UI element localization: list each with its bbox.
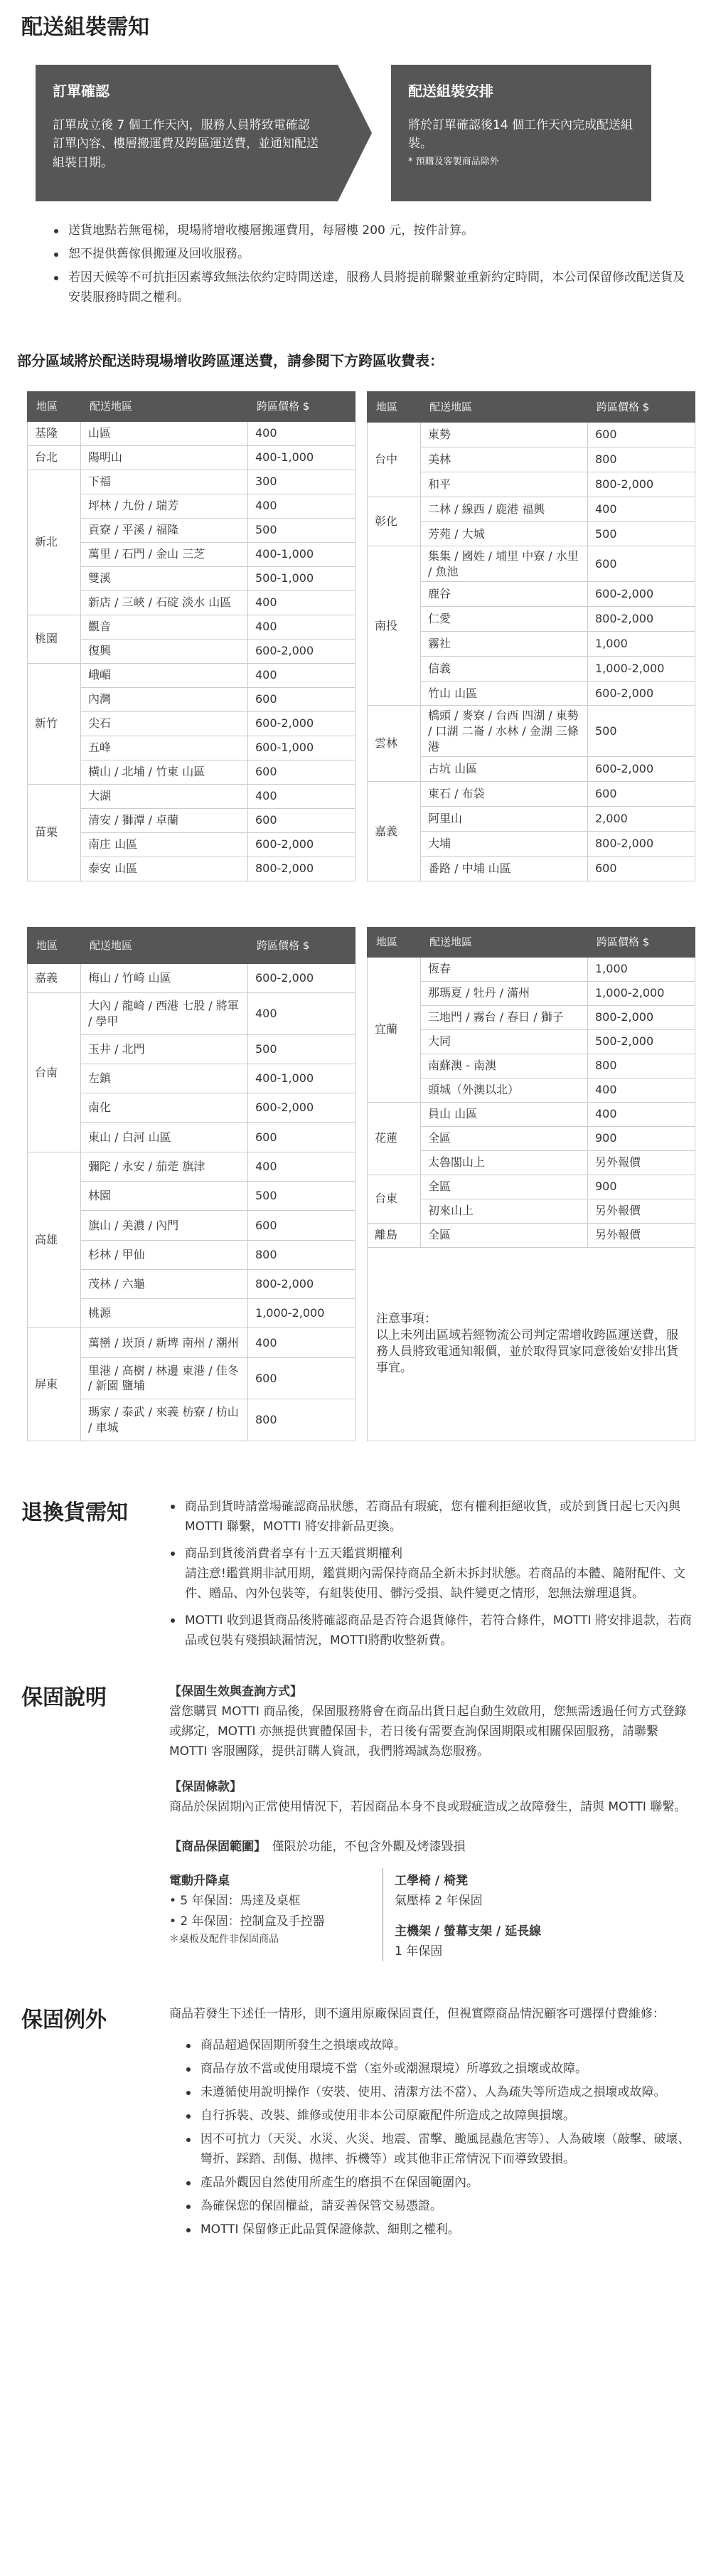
fee-tables-1 [27,391,695,881]
table-row [368,1102,695,1126]
list-item: 為確保您的保固權益，請妥善保管交易憑證。 [185,2197,697,2216]
zone-cell: 東勢 [421,422,588,447]
warranty-item-title: 工學椅 / 椅凳 [395,1874,469,1889]
price-cell: 400 [248,590,356,615]
area-cell: 宜蘭 [368,957,421,1102]
area-cell: 台東 [368,1175,421,1223]
price-cell: 400-1,000 [248,1064,356,1093]
list-item: 恕不提供舊傢俱搬運及回收服務。 [53,245,694,264]
list-item: MOTTI 保留修正此品質保證條款、細則之權利。 [185,2220,697,2240]
price-cell: 400 [248,1152,356,1181]
price-cell: 400-1,000 [248,542,356,566]
price-cell: 600 [588,422,695,447]
list-item: 送貨地點若無電梯，現場將增收樓層搬運費用，每層樓 200 元，按件計算。 [53,221,694,240]
zone-cell: 雙溪 [81,566,248,590]
area-cell: 新竹 [28,663,81,784]
zone-cell: 復興 [81,639,248,663]
arrow-right-icon [338,65,372,201]
step-text: 將於訂單確認後14 個工作天內完成配送組裝。 [408,118,634,152]
area-cell: 桃園 [28,615,81,663]
table-header-row [28,927,356,963]
table-row [28,993,356,1035]
returns-section [17,1497,694,1658]
zone-cell: 林園 [81,1181,248,1210]
zone-cell: 桃源 [81,1299,248,1328]
zone-cell: 集集 / 國姓 / 埔里 中寮 / 水里 / 魚池 [421,546,588,581]
warranty-item: 氣壓棒 2 年保固 [395,1894,483,1909]
price-cell: 1,000 [588,631,695,656]
step-text: 訂單成立後 7 個工作天內，服務人員將致電確認訂單內容、樓層搬運費及跨區運送費，並通知配送組裝日期。 [53,118,319,170]
zone-cell: 萬里 / 石門 / 金山 三芝 [81,542,248,566]
zone-cell: 坪林 / 九份 / 瑞芳 [81,494,248,518]
warranty-columns [169,1868,694,1961]
warranty-item: 1 年保固 [395,1944,443,1958]
column-header-price: 跨區價格 $ [248,927,356,963]
zone-cell: 三地門 / 霧台 / 春日 / 獅子 [421,1005,588,1029]
price-cell: 600-2,000 [248,832,356,857]
price-cell: 600 [248,687,356,711]
price-cell: 600-2,000 [248,711,356,736]
price-cell: 1,000 [588,957,695,981]
price-cell: 600 [248,808,356,832]
exceptions-intro: 商品若發生下述任一情形，則不適用原廠保固責任，但視實際商品情況顧客可選擇付費維修： [169,2006,665,2021]
column-header-zone: 配送地區 [81,391,248,421]
price-cell: 600 [588,546,695,581]
area-cell: 基隆 [28,421,81,445]
column-header-zone: 配送地區 [81,927,248,963]
fee-tables-2 [27,927,695,1441]
column-header-price: 跨區價格 $ [588,927,695,957]
price-cell: 另外報價 [588,1199,695,1223]
column-header-area: 地區 [368,391,421,422]
zone-cell: 東山 / 白河 山區 [81,1123,248,1152]
zone-cell: 大內 / 龍崎 / 西港 七股 / 將軍 / 學甲 [81,993,248,1035]
price-cell: 800 [248,1240,356,1269]
table-row [28,1152,356,1181]
price-cell: 400-1,000 [248,445,356,470]
zone-cell: 萬巒 / 崁頂 / 新埤 南州 / 潮州 [81,1328,248,1357]
price-cell: 500 [588,706,695,757]
zone-cell: 和平 [421,472,588,497]
list-item: MOTTI 收到退貨商品後將確認商品是否符合退貨條件，若符合條件，MOTTI 將安排退款，若商品或包裝有殘損缺漏情況，MOTTI將酌收整新費。 [169,1611,694,1650]
area-cell: 高雄 [28,1152,81,1328]
list-item: 商品到貨時請當場確認商品狀態，若商品有瑕疵，您有權利拒絕收貨，或於到貨日起七天內與 MOTTI 聯繫，MOTTI 將安排新品更換。 [169,1497,694,1537]
price-cell: 2,000 [588,806,695,831]
price-cell: 1,000-2,000 [588,656,695,681]
area-cell: 雲林 [368,706,421,782]
column-header-zone: 配送地區 [421,391,588,422]
price-cell: 400 [248,663,356,687]
table-row [368,546,695,581]
list-item [169,1544,694,1604]
column-header-area: 地區 [28,391,81,421]
area-cell: 台北 [28,445,81,470]
fee-table [27,927,356,1441]
zone-cell: 貢寮 / 平溪 / 福隆 [81,518,248,542]
fee-heading: 部分區域將於配送時現場增收跨區運送費，請參閱下方跨區收費表： [17,351,444,369]
zone-cell: 橋頭 / 麥寮 / 台西 四湖 / 東勢 / 口湖 二崙 / 水林 / 金湖 三條港 [421,706,588,757]
zone-cell: 全區 [421,1223,588,1247]
zone-cell: 瑪家 / 泰武 / 來義 枋寮 / 枋山 / 車城 [81,1399,248,1441]
table-row [368,957,695,981]
price-cell: 800-2,000 [248,1269,356,1298]
warranty-heading: 保固說明 [21,1685,107,1711]
exceptions-heading: 保固例外 [21,2007,107,2032]
zone-cell: 觀音 [81,615,248,639]
price-cell: 800-2,000 [588,472,695,497]
price-cell: 800 [248,1399,356,1441]
step-note: * 預購及客製商品除外 [408,156,499,167]
table-row [368,422,695,447]
step-title: 配送組裝安排 [408,83,493,100]
price-cell: 400 [248,784,356,808]
warranty-subtitle: 【保固生效與查詢方式】 [169,1685,302,1700]
zone-cell: 全區 [421,1175,588,1199]
fee-note [368,1247,695,1441]
warranty-item-note: ＊桌板及配件非保固商品 [169,1933,279,1945]
column-header-area: 地區 [28,927,81,963]
zone-cell: 玉井 / 北門 [81,1034,248,1064]
warranty-subtitle: 【保固條款】 [169,1780,242,1795]
price-cell: 另外報價 [588,1150,695,1175]
fee-table [367,391,695,881]
area-cell: 苗栗 [28,784,81,881]
delivery-notes [53,221,694,307]
warranty-scope-note: 僅限於功能，不包含外觀及烤漆毀損 [272,1840,466,1855]
price-cell: 500 [248,1181,356,1210]
zone-cell: 梅山 / 竹崎 山區 [81,963,248,992]
price-cell: 600-2,000 [248,1093,356,1123]
zone-cell: 山區 [81,421,248,445]
price-cell: 800-2,000 [588,1005,695,1029]
zone-cell: 仁愛 [421,606,588,631]
table-row [368,497,695,521]
zone-cell: 東石 / 布袋 [421,781,588,806]
price-cell: 600 [248,760,356,784]
price-cell: 600 [248,1123,356,1152]
zone-cell: 大湖 [81,784,248,808]
zone-cell: 信義 [421,656,588,681]
zone-cell: 茂林 / 六龜 [81,1269,248,1298]
table-header-row [368,927,695,957]
zone-cell: 南化 [81,1093,248,1123]
table-row [28,615,356,639]
price-cell: 500-1,000 [248,566,356,590]
table-row [28,421,356,445]
note-row [368,1247,695,1441]
list-item: 若因天候等不可抗拒因素導致無法依約定時間送達，服務人員將提前聯繫並重新約定時間，本公司保留修改配送貨及安裝服務時間之權利。 [53,268,694,307]
table-row [368,1175,695,1199]
column-header-price: 跨區價格 $ [248,391,356,421]
list-item: 因不可抗力（天災、水災、火災、地震、雷擊、颱風昆蟲危害等）、人為破壞（敲擊、破壞、彎折、踩踏、刮傷、拋摔、拆機等）或其他非正常情況下而導致毀損。 [185,2130,697,2168]
fee-table [367,927,695,1441]
price-cell: 400 [588,1102,695,1126]
warranty-item: • 2 年保固：控制盒及手控器 [169,1914,325,1929]
price-cell: 600-2,000 [588,681,695,706]
table-row [28,470,356,494]
fee-note-title: 注意事項： [376,1312,437,1327]
area-cell: 台中 [368,422,421,497]
zone-cell: 旗山 / 美濃 / 內門 [81,1211,248,1240]
area-cell: 台南 [28,993,81,1152]
zone-cell: 陽明山 [81,445,248,470]
price-cell: 400 [248,494,356,518]
price-cell: 600-1,000 [248,736,356,760]
zone-cell: 恆春 [421,957,588,981]
price-cell: 800 [588,447,695,472]
table-row [28,663,356,687]
step-order-confirm [36,65,338,201]
price-cell: 500 [248,1034,356,1064]
area-cell: 屏東 [28,1328,81,1441]
warranty-item: • 5 年保固：馬達及桌框 [169,1894,301,1909]
area-cell: 嘉義 [28,963,81,992]
step-delivery-arrange [391,65,651,201]
zone-cell: 南蘇澳 - 南澳 [421,1054,588,1078]
list-item: 未遵循使用說明操作（安裝、使用、清潔方法不當）、人為疏失等所造成之損壞或故障。 [185,2083,697,2102]
list-item: 商品存放不當或使用環境不當（室外或潮濕環境）所導致之損壞或故障。 [185,2060,697,2079]
price-cell: 600 [248,1357,356,1399]
zone-cell: 左鎮 [81,1064,248,1093]
zone-cell: 南庄 山區 [81,832,248,857]
zone-cell: 清安 / 獅潭 / 卓蘭 [81,808,248,832]
price-cell: 800-2,000 [248,857,356,881]
list-item-detail: 請注意!鑑賞期非試用期，鑑賞期內需保持商品全新未拆封狀態。若商品的本體、隨附配件、文件、贈品、內外包裝等，有組裝使用、髒污受損、缺件變更之情形，恕無法辦理退貨。 [185,1566,685,1601]
price-cell: 400 [248,1328,356,1357]
area-cell: 新北 [28,470,81,615]
price-cell: 300 [248,470,356,494]
zone-cell: 頭城（外澳以北） [421,1078,588,1102]
price-cell: 400 [588,497,695,521]
list-item: 產品外觀因自然使用所產生的磨損不在保固範圍內。 [185,2173,697,2193]
zone-cell: 新店 / 三峽 / 石碇 淡水 山區 [81,590,248,615]
zone-cell: 二林 / 線西 / 鹿港 福興 [421,497,588,521]
zone-cell: 里港 / 高樹 / 林邊 東港 / 佳冬 / 新園 鹽埔 [81,1357,248,1399]
table-row [368,706,695,757]
zone-cell: 番路 / 中埔 山區 [421,856,588,881]
warranty-section [17,1682,694,1961]
price-cell: 600 [248,1211,356,1240]
area-cell: 嘉義 [368,781,421,881]
price-cell: 1,000-2,000 [588,981,695,1005]
area-cell: 彰化 [368,497,421,546]
table-header-row [368,391,695,422]
price-cell: 600-2,000 [588,581,695,606]
returns-heading: 退換貨需知 [21,1500,128,1525]
warranty-subtitle: 【商品保固範圍】 [169,1840,260,1855]
zone-cell: 阿里山 [421,806,588,831]
price-cell: 800-2,000 [588,831,695,856]
zone-cell: 杉林 / 甲仙 [81,1240,248,1269]
page-title: 配送組裝需知 [21,15,149,40]
zone-cell: 大埔 [421,831,588,856]
price-cell: 600 [588,856,695,881]
zone-cell: 霧社 [421,631,588,656]
exceptions-section [17,2004,694,2036]
list-item-title: 商品到貨後消費者享有十五天鑑賞期權利 [185,1546,402,1561]
zone-cell: 鹿谷 [421,581,588,606]
delivery-steps [36,65,694,201]
table-row [28,784,356,808]
price-cell: 600 [588,781,695,806]
price-cell: 500 [588,521,695,546]
price-cell: 1,000-2,000 [248,1299,356,1328]
area-cell: 花蓮 [368,1102,421,1175]
table-row [28,1328,356,1357]
fee-table [27,391,356,881]
zone-cell: 古坑 山區 [421,757,588,782]
price-cell: 900 [588,1126,695,1150]
price-cell: 另外報價 [588,1223,695,1247]
zone-cell: 下福 [81,470,248,494]
warranty-item-title: 電動升降桌 [169,1874,230,1889]
zone-cell: 全區 [421,1126,588,1150]
zone-cell: 大同 [421,1029,588,1054]
price-cell: 400 [248,615,356,639]
column-header-area: 地區 [368,927,421,957]
zone-cell: 尖石 [81,711,248,736]
warranty-text: 商品於保固期內正常使用情況下，若因商品本身不良或瑕疵造成之故障發生，請與 MOTTI 聯繫。 [169,1800,687,1815]
zone-cell: 芳苑 / 大城 [421,521,588,546]
price-cell: 400 [248,421,356,445]
table-row [28,445,356,470]
price-cell: 600-2,000 [588,757,695,782]
table-row [368,781,695,806]
price-cell: 600-2,000 [248,639,356,663]
column-header-price: 跨區價格 $ [588,391,695,422]
zone-cell: 橫山 / 北埔 / 竹東 山區 [81,760,248,784]
area-cell: 離島 [368,1223,421,1247]
step-title: 訂單確認 [53,83,109,100]
zone-cell: 那瑪夏 / 牡丹 / 滿州 [421,981,588,1005]
list-item: 自行拆裝、改裝、維修或使用非本公司原廠配件所造成之故障與損壞。 [185,2106,697,2126]
exceptions-list [185,2036,697,2240]
price-cell: 500-2,000 [588,1029,695,1054]
price-cell: 400 [588,1078,695,1102]
price-cell: 600-2,000 [248,963,356,992]
zone-cell: 美林 [421,447,588,472]
price-cell: 800 [588,1054,695,1078]
zone-cell: 員山 山區 [421,1102,588,1126]
price-cell: 500 [248,518,356,542]
column-header-zone: 配送地區 [421,927,588,957]
price-cell: 800-2,000 [588,606,695,631]
table-row [368,1223,695,1247]
zone-cell: 內灣 [81,687,248,711]
price-cell: 900 [588,1175,695,1199]
zone-cell: 彌陀 / 永安 / 茄萣 旗津 [81,1152,248,1181]
price-cell: 400 [248,993,356,1035]
zone-cell: 泰安 山區 [81,857,248,881]
area-cell: 南投 [368,546,421,706]
zone-cell: 太魯閣山上 [421,1150,588,1175]
warranty-item-title: 主機架 / 螢幕支架 / 延長線 [395,1924,542,1939]
zone-cell: 初來山上 [421,1199,588,1223]
zone-cell: 五峰 [81,736,248,760]
table-header-row [28,391,356,421]
zone-cell: 竹山 山區 [421,681,588,706]
table-row [28,963,356,992]
zone-cell: 峨嵋 [81,663,248,687]
warranty-text: 當您購買 MOTTI 商品後，保固服務將會在商品出貨日起自動生效啟用，您無需透過任何方式登錄或綁定，MOTTI 亦無提供實體保固卡，若日後有需要查詢保固期限或相關保固服務，請聯繫 MOTTI 客服團隊，提供訂購人資訊，我們將竭誠為您服務。 [169,1705,687,1759]
fee-note-text: 以上未列出區域若經物流公司判定需增收跨區運送費，服務人員將致電通知報價，並於取得買家同意後始安排出貨事宜。 [376,1328,678,1376]
list-item: 商品超過保固期所發生之損壞或故障。 [185,2036,697,2055]
